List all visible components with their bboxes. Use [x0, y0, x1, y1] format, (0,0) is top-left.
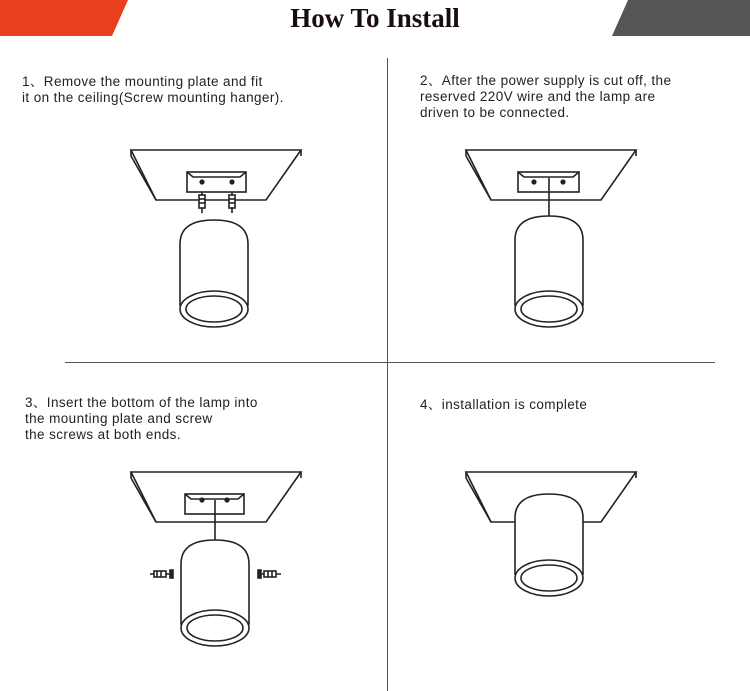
cylinder-lamp-icon: [515, 216, 583, 327]
page-title: How To Install: [290, 3, 460, 33]
ceiling-plate-icon: [131, 150, 301, 200]
cylinder-lamp-icon: [180, 220, 248, 327]
horizontal-divider: [65, 362, 715, 363]
ceiling-plate-icon: [466, 472, 636, 522]
screw-icon: [258, 570, 281, 578]
step-1-text: 1、Remove the mounting plate and fit it on the ceiling(Screw mounting hanger).: [22, 74, 284, 105]
ceiling-plate-icon: [466, 150, 636, 200]
mounting-bracket-icon: [185, 494, 244, 514]
mounting-bracket-icon: [518, 172, 579, 192]
screw-icon: [150, 570, 173, 578]
ceiling-plate-icon: [131, 472, 301, 522]
step-3-text: 3、Insert the bottom of the lamp into the mounting plate and screw the screws at both ends.: [25, 395, 258, 442]
mounting-bracket-icon: [187, 172, 246, 192]
screw-icon: [199, 192, 235, 213]
cylinder-lamp-icon: [515, 494, 583, 596]
title-banner: [0, 0, 750, 36]
vertical-divider: [387, 58, 388, 691]
cylinder-lamp-icon: [181, 540, 249, 646]
step-2-text: 2、After the power supply is cut off, the reserved 220V wire and the lamp are driven to be connected.: [420, 73, 672, 120]
step-4-text: 4、installation is complete: [420, 397, 588, 412]
